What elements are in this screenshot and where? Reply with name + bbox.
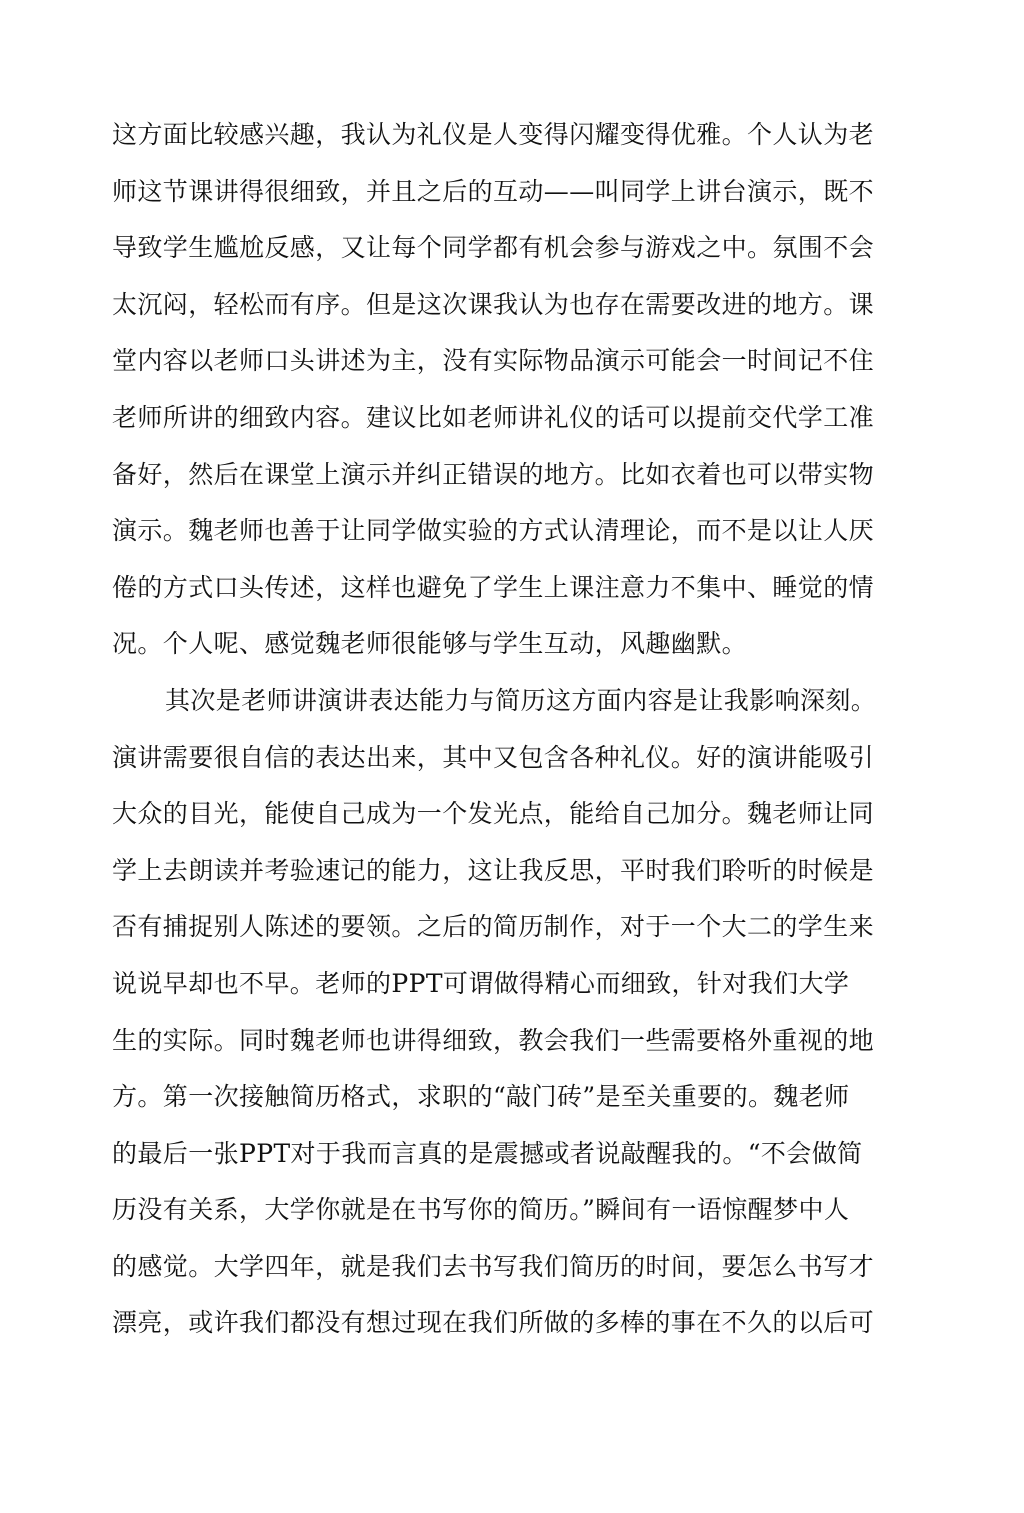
text-line: 老师所讲的细致内容。建议比如老师讲礼仪的话可以提前交代学工准 <box>112 402 875 432</box>
text-line: 的感觉。大学四年，就是我们去书写我们简历的时间，要怎么书写才 <box>112 1251 875 1281</box>
text-line: 方。第一次接触简历格式，求职的“敲门砖”是至关重要的。魏老师 <box>112 1082 850 1112</box>
body-text <box>112 107 892 1352</box>
text-line: 的最后一张PPT对于我而言真的是震撼或者说敲醒我的。“不会做简 <box>112 1138 863 1168</box>
paragraph-first-line: 其次是老师讲演讲表达能力与简历这方面内容是让我影响深刻。 <box>165 685 877 715</box>
text-line: 演讲需要很自信的表达出来，其中又包含各种礼仪。好的演讲能吸引 <box>112 742 875 772</box>
text-line: 导致学生尴尬反感，又让每个同学都有机会参与游戏之中。氛围不会 <box>112 233 875 263</box>
text-line: 备好，然后在课堂上演示并纠正错误的地方。比如衣着也可以带实物 <box>112 459 875 489</box>
text-line: 大众的目光，能使自己成为一个发光点，能给自己加分。魏老师让同 <box>112 799 875 829</box>
text-line: 生的实际。同时魏老师也讲得细致，教会我们一些需要格外重视的地 <box>112 1025 875 1055</box>
text-line: 说说早却也不早。老师的PPT可谓做得精心而细致，针对我们大学 <box>112 968 850 998</box>
text-line: 历没有关系，大学你就是在书写你的简历。”瞬间有一语惊醒梦中人 <box>112 1195 850 1225</box>
text-line: 演示。魏老师也善于让同学做实验的方式认清理论，而不是以让人厌 <box>112 516 875 546</box>
text-line: 况。个人呢、感觉魏老师很能够与学生互动，风趣幽默。 <box>112 629 748 659</box>
text-line: 学上去朗读并考验速记的能力，这让我反思，平时我们聆听的时候是 <box>112 855 875 885</box>
text-line: 否有捕捉别人陈述的要领。之后的简历制作，对于一个大二的学生来 <box>112 912 875 942</box>
text-line: 堂内容以老师口头讲述为主，没有实际物品演示可能会一时间记不住 <box>112 346 875 376</box>
text-line: 这方面比较感兴趣，我认为礼仪是人变得闪耀变得优雅。个人认为老 <box>112 120 875 149</box>
text-line: 漂亮，或许我们都没有想过现在我们所做的多棒的事在不久的以后可 <box>112 1308 875 1338</box>
text-line: 师这节课讲得很细致，并且之后的互动——叫同学上讲台演示，既不 <box>112 176 875 206</box>
text-line: 倦的方式口头传述，这样也避免了学生上课注意力不集中、睡觉的情 <box>112 572 875 602</box>
text-line: 太沉闷，轻松而有序。但是这次课我认为也存在需要改进的地方。课 <box>112 289 875 319</box>
